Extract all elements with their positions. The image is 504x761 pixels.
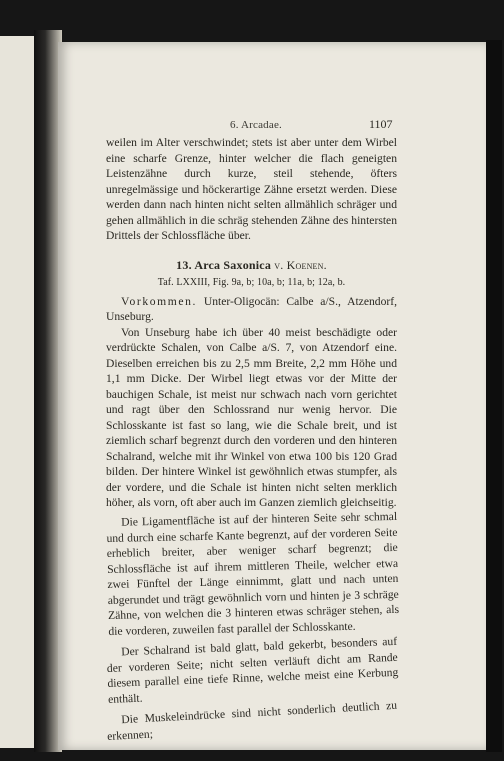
occurrence-text: Unter-Oligocän: Calbe a/S., Atzendorf, Unseburg. [106, 294, 397, 323]
body-paragraph: Von Unseburg habe ich über 40 meist beschädigte oder verdrückte Schalen, von Calbe a/S. 7, von Atzendorf eine. Dieselben erreichen bis zu 2,5 mm Breite, 2,2 mm Höhe und 1,1 mm Dicke. Der Wirbel liegt etwas vor der Mitte der bauchigen Schale, ist meist nur schwach nach vorn gerichtet und ragt über den Schlossrand nur wenig hervor. Die Schlosskante ist fast so lang, wie die Schale breit, und ist ziemlich scharf begrenzt durch den vorderen und den hinteren Schalrand, welche mit ihr Winkel von etwa 100 bis 120 Grad bilden. Der hintere Winkel ist gewöhnlich etwas stumpfer, als der vordere, und die Schale ist hinten nicht selten merklich höher, als vorn, oft aber auch im Ganzen ziemlich gleichseitig. [106, 325, 397, 509]
page-number: 1107 [369, 117, 393, 131]
author-prefix: v. [274, 257, 284, 272]
facing-page-edge [0, 36, 36, 748]
page-body [106, 135, 400, 744]
intro-paragraph: weilen im Alter verschwindet; stets ist aber unter dem Wirbel eine scharfe Grenze, hinter welcher die flach geneigten Leistenzähne durch kurze, steil stehende, öfters unregelmässige und höckerartige Zähne ersetzt werden. Diese werden dann nach hinten nicht selten allmählich schräger und gehen allmählich in die schräg stehenden Zähne des hintersten Drittels der Schlossfläche über. [106, 136, 397, 242]
species-author: Koenen. [286, 257, 327, 272]
occurrence-label: Vorkommen. [121, 294, 198, 308]
species-name: Arca Saxonica [194, 257, 272, 272]
body-paragraph: Der Schalrand ist bald glatt, bald gekerbt, besonders auf der vorderen Seite; nicht selten verläuft dicht am Rande diesem parallel eine tiefe Rinne, welche meist eine Kerbung enthält. [106, 634, 399, 705]
occurrence-paragraph [106, 294, 397, 325]
dark-background-edge [486, 40, 502, 752]
body-paragraph: Die Ligamentfläche ist auf der hinteren Seite sehr schmal und durch eine scharfe Kante begrenzt, auf der vorderen Seite erheblich breiter, aber weniger scharf begrenzt; die Schlossfläche ist auf ihrem mittleren Theile, welcher etwa zwei Fünftel der Länge einnimmt, glatt und nach unten abgerundet und trägt gewöhnlich vorn und hinten je 3 schräge Zähne, von welchen die 3 hinteren etwas schräger stehen, als die vorderen, zuweilen fast parallel der Schlosskante. [106, 509, 400, 637]
plate-reference: Taf. LXXIII, Fig. 9a, b; 10a, b; 11a, b; 12a, b. [157, 277, 346, 288]
species-number: 13. [176, 257, 192, 272]
running-header: 6. Arcadae. [230, 119, 282, 131]
species-heading [106, 258, 397, 274]
body-paragraph: Die Muskeleindrücke sind nicht sonderlich deutlich zu erkennen; [106, 698, 398, 742]
